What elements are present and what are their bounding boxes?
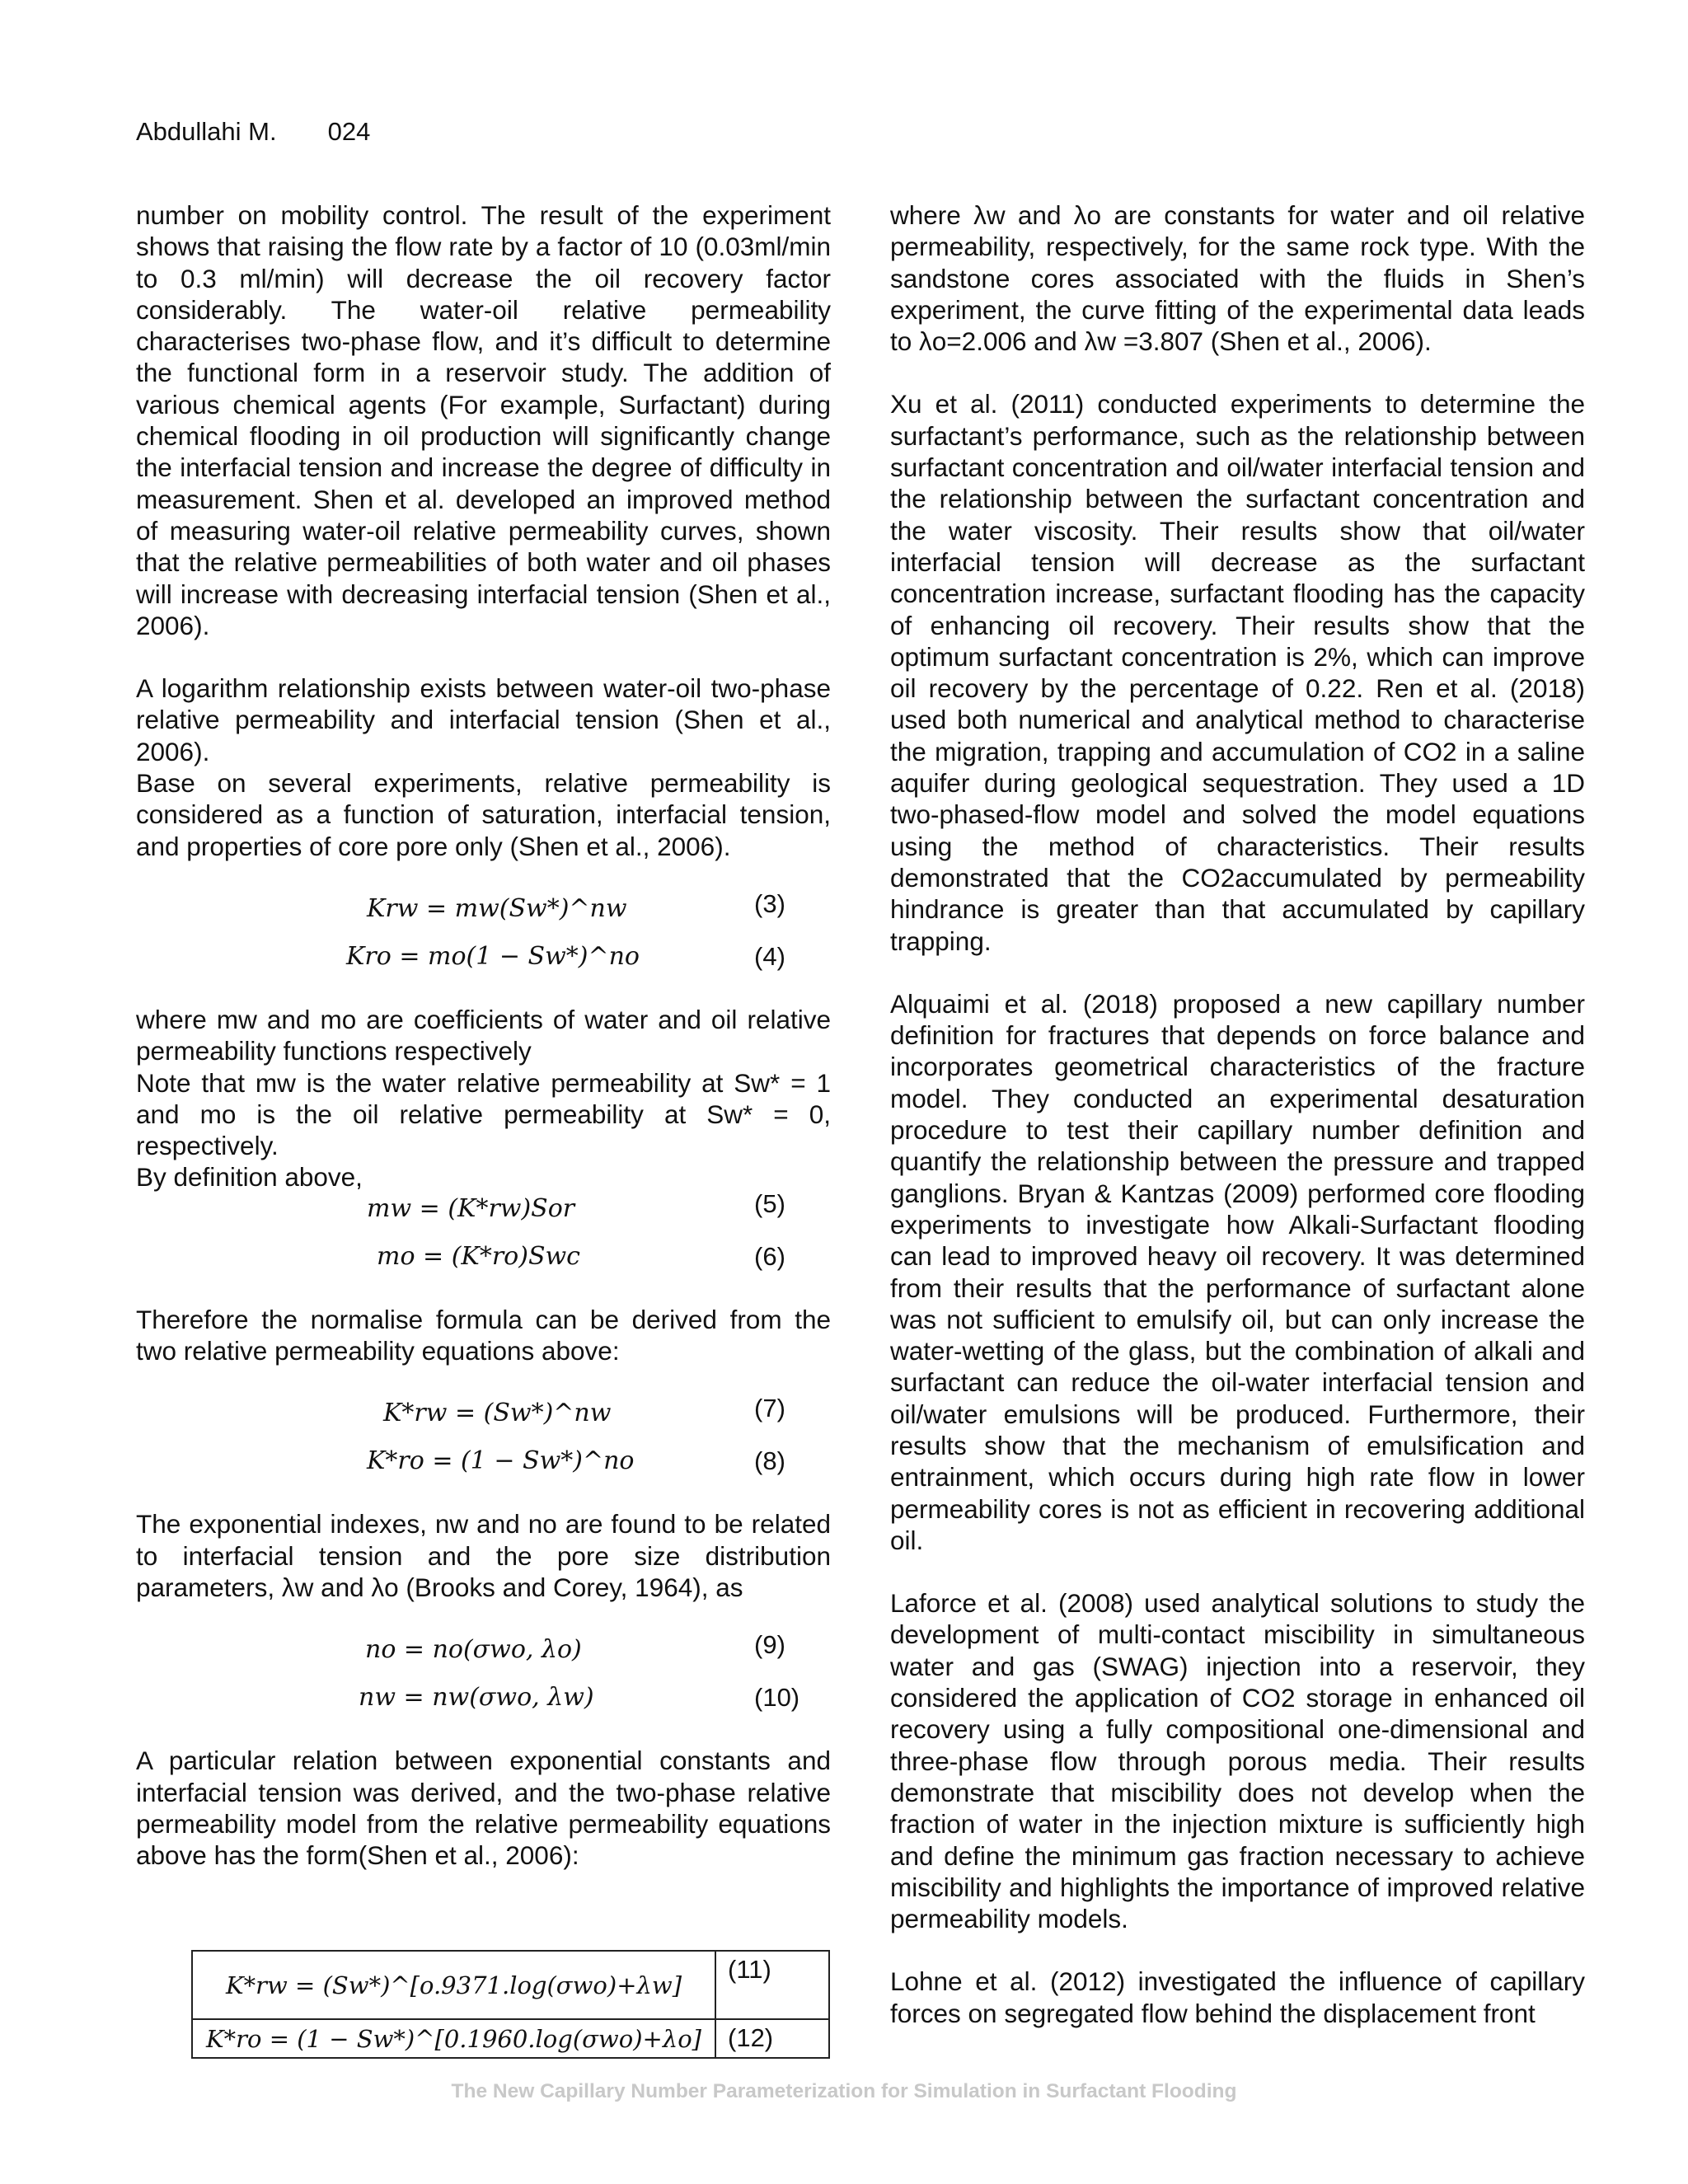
paragraph: Note that mw is the water relative permeability at Sw* = 1 and mo is the oil relative permeability at Sw* = 0, respectively. [136,1067,831,1161]
running-footer: The New Capillary Number Parameterization for Simulation in Surfactant Flooding [451,2080,1237,2102]
equation-number: (11) [715,1951,829,2019]
equation-11: K*rw = (Sw*)^[o.9371.log(σwo)+λw] [192,1951,715,2019]
equation-number: (12) [715,2019,829,2058]
paragraph: By definition above, [136,1162,363,1193]
page-number: 024 [327,117,371,146]
page-header [136,117,421,147]
paragraph: Laforce et al. (2008) used analytical solutions to study the development of multi-contact miscibility in simultaneous water and gas (SWAG) injection into a reservoir, they considered the application of CO2 storage in enhanced oil recovery using a fully compositional one-dimensional and three-phase flow through porous media. Their results demonstrate that miscibility does not develop when the fraction of water in the injection mixture is sufficiently high and define the minimum gas fraction necessary to achieve miscibility and highlights the importance of improved relative permeability models. [890,1588,1585,1934]
paragraph: A logarithm relationship exists between water-oil two-phase relative permeability and interfacial tension (Shen et al., 2006). [136,673,831,766]
paragraph: Therefore the normalise formula can be derived from the two relative permeability equations above: [136,1304,831,1366]
equation-table [191,1950,830,2059]
left-column [136,199,831,1871]
equation-12: K*ro = (1 − Sw*)^[0.1960.log(σwo)+λo] [192,2019,715,2058]
equation-3: Krw = mw(Sw*)^nw (3) [367,888,785,923]
paragraph: The exponential indexes, nw and no are found to be related to interfacial tension and the pore size distribution parameters, λw and λo (Brooks and Corey, 1964), as [136,1509,831,1602]
equation-5: mw = (K*rw)Sor (5) [367,1188,785,1223]
equation-10: nw = nw(σwo, λw) (10) [359,1683,800,1713]
paragraph: Lohne et al. (2012) investigated the influence of capillary forces on segregated flow behind the displacement front [890,1966,1585,2028]
equation-8: K*ro = (1 − Sw*)^no (8) [367,1446,785,1476]
equation-6: mo = (K*ro)Swc (6) [377,1241,785,1271]
table-row [192,2019,829,2058]
paragraph: Xu et al. (2011) conducted experiments to determine the surfactant’s performance, such as the relationship between surfactant concentration and oil/water interfacial tension and the relationship between the surfactant concentration and the water viscosity. Their results show that oil/water interfacial tension will decrease as the surfactant concentration increase, surfactant flooding has the capacity of enhancing oil recovery. Their results show that the optimum surfactant concentration is 2%, which can improve oil recovery by the percentage of 0.22. Ren et al. (2018) used both numerical and analytical method to characterise the migration, trapping and accumulation of CO2 in a saline aquifer during geological sequestration. They used a 1D two-phased-flow model and solved the model equations using the method of characteristics. Their results demonstrated that the CO2accumulated by permeability hindrance is greater than that accumulated by capillary trapping. [890,389,1585,956]
equation-7: K*rw = (Sw*)^nw (7) [383,1394,785,1428]
equation-4: Kro = mo(1 − Sw*)^no (4) [346,941,785,971]
paragraph: where mw and mo are coefficients of water and oil relative permeability functions respectively [136,1004,831,1066]
equation-9: no = no(σwo, λo) (9) [365,1630,785,1665]
paragraph: number on mobility control. The result of the experiment shows that raising the flow rate by a factor of 10 (0.03ml/min to 0.3 ml/min) will decrease the oil recovery factor considerably. The water-oil relative permeability characterises two-phase flow, and it’s difficult to determine the functional form in a reservoir study. The addition of various chemical agents (For example, Surfactant) during chemical flooding in oil production will significantly change the interfacial tension and increase the degree of difficulty in measurement. Shen et al. developed an improved method of measuring water-oil relative permeability curves, shown that the relative permeabilities of both water and oil phases will increase with decreasing interfacial tension (Shen et al., 2006). [136,200,831,640]
table-row [192,1951,829,2019]
paragraph: Alquaimi et al. (2018) proposed a new capillary number definition for fractures that depends on force balance and incorporates geometrical characteristics of the fracture model. They conducted an experimental desaturation procedure to test their capillary number definition and quantify the relationship between the pressure and trapped ganglions. Bryan & Kantzas (2009) performed core flooding experiments to investigate how Alkali-Surfactant flooding can lead to improved heavy oil recovery. It was determined from their results that the performance of surfactant alone was not sufficient to emulsify oil, but can only increase the water-wetting of the glass, but the combination of alkali and surfactant can reduce the oil-water interfacial tension and oil/water emulsions will be produced. Furthermore, their results show that the mechanism of emulsification and entrainment, which occurs during high rate flow in lower permeability cores is not as efficient in recovering additional oil. [890,988,1585,1555]
right-column [890,199,1585,2029]
paragraph: where λw and λo are constants for water and oil relative permeability, respectively, for the same rock type. With the sandstone cores associated with the fluids in Shen’s experiment, the curve fitting of the experimental data leads to λo=2.006 and λw =3.807 (Shen et al., 2006). [890,200,1585,357]
author: Abdullahi M. [136,117,277,146]
paragraph: A particular relation between exponential constants and interfacial tension was derived, and the two-phase relative permeability model from the relative permeability equations above has the form(Shen et al., 2006): [136,1746,831,1871]
paragraph: Base on several experiments, relative permeability is considered as a function of saturation, interfacial tension, and properties of core pore only (Shen et al., 2006). [136,768,831,861]
